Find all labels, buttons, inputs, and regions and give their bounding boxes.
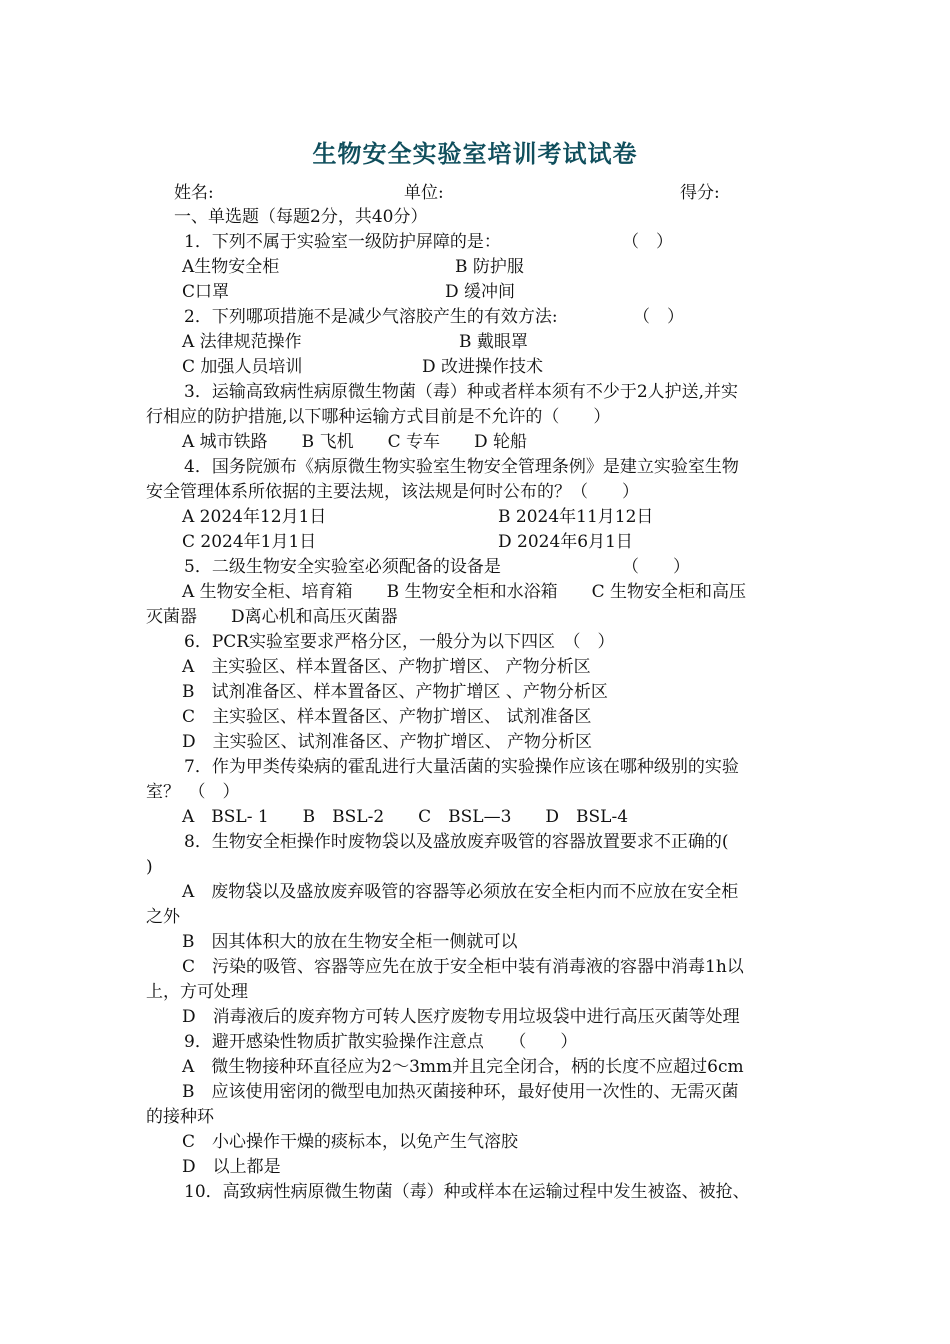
question-text: 8．生物安全柜操作时废物袋以及盛放废弃吸管的容器放置要求不正确的( (184, 832, 729, 852)
option-text: B 因其体积大的放在生物安全柜一侧就可以 (182, 932, 518, 952)
question-text: 1．下列不属于实验室一级防护屏障的是： (184, 232, 501, 252)
answer-paren: （ ） (622, 232, 673, 252)
option-text: 之外 (146, 907, 180, 927)
option-text: 上，方可处理 (146, 982, 248, 1002)
page-title: 生物安全实验室培训考试试卷 (312, 140, 638, 168)
option-text: A 废物袋以及盛放废弃吸管的容器等必须放在安全柜内而不应放在安全柜 (182, 882, 739, 902)
option-text: B 应该使用密闭的微型电加热灭菌接种环，最好使用一次性的、无需灭菌 (182, 1082, 739, 1102)
question-text: 室？ （ ） (146, 782, 240, 802)
question-text: 9．避开感染性物质扩散实验操作注意点 （ ） (184, 1032, 578, 1052)
score-label: 得分: (680, 183, 720, 203)
question-text: ) (146, 857, 153, 877)
question-text: 2．下列哪项措施不是减少气溶胶产生的有效方法: (184, 307, 558, 327)
question-text: 安全管理体系所依据的主要法规，该法规是何时公布的？（ ） (146, 482, 639, 502)
info-header (0, 181, 950, 205)
option-text: B 防护服 (455, 257, 524, 277)
option-text: A 2024年12月1日 (182, 507, 327, 527)
option-text: B 戴眼罩 (459, 332, 528, 352)
option-text: D 主实验区、试剂准备区、产物扩增区、 产物分析区 (182, 732, 593, 752)
name-label: 姓名: (174, 183, 214, 203)
question-text: 4．国务院颁布《病原微生物实验室生物安全管理条例》是建立实验室生物 (184, 457, 739, 477)
option-text: 的接种环 (146, 1107, 214, 1127)
option-text: A 微生物接种环直径应为2～3mm并且完全闭合，柄的长度不应超过6cm (182, 1057, 744, 1077)
option-text: A 生物安全柜、培育箱 B 生物安全柜和水浴箱 C 生物安全柜和高压 (182, 582, 746, 602)
option-text: B 2024年11月12日 (498, 507, 654, 527)
question-text: 3．运输高致病性病原微生物菌（毒）种或者样本须有不少于2人护送,并实 (184, 382, 739, 402)
option-text: C口罩 (182, 282, 230, 302)
option-text: D 以上都是 (182, 1157, 281, 1177)
question-text: 10．高致病性病原微生物菌（毒）种或样本在运输过程中发生被盗、被抢、 (184, 1182, 750, 1202)
unit-label: 单位: (404, 183, 444, 203)
option-text: D 2024年6月1日 (498, 532, 633, 552)
answer-paren: （ ） (622, 557, 690, 577)
option-text: C 主实验区、样本置备区、产物扩增区、 试剂准备区 (182, 707, 592, 727)
option-text: C 小心操作干燥的痰标本，以免产生气溶胶 (182, 1132, 519, 1152)
section-heading: 一、单选题（每题2分，共40分） (174, 207, 428, 227)
option-text: A 主实验区、样本置备区、产物扩增区、 产物分析区 (182, 657, 591, 677)
question-text: 7．作为甲类传染病的霍乱进行大量活菌的实验操作应该在哪种级别的实验 (184, 757, 739, 777)
option-text: A生物安全柜 (182, 257, 280, 277)
question-text: 6．PCR实验室要求严格分区，一般分为以下四区 （ ） (184, 632, 615, 652)
option-text: C 2024年1月1日 (182, 532, 317, 552)
answer-paren: （ ） (633, 307, 684, 327)
option-text: C 污染的吸管、容器等应先在放于安全柜中装有消毒液的容器中消毒1h以 (182, 957, 744, 977)
option-text: A 城市铁路 B 飞机 C 专车 D 轮船 (182, 432, 528, 452)
option-text: D 缓冲间 (445, 282, 516, 302)
question-text: 5．二级生物安全实验室必须配备的设备是 (184, 557, 501, 577)
option-text: A BSL- 1 B BSL-2 C BSL—3 D BSL-4 (182, 807, 629, 827)
option-text: B 试剂准备区、样本置备区、产物扩增区 、产物分析区 (182, 682, 608, 702)
option-text: A 法律规范操作 (182, 332, 302, 352)
question-text: 行相应的防护措施,以下哪种运输方式目前是不允许的（ ） (146, 407, 611, 427)
option-text: D 改进操作技术 (422, 357, 544, 377)
option-text: C 加强人员培训 (182, 357, 303, 377)
option-text: D 消毒液后的废弃物方可转人医疗废物专用垃圾袋中进行高压灭菌等处理 (182, 1007, 740, 1027)
option-text: 灭菌器 D离心机和高压灭菌器 (146, 607, 398, 627)
